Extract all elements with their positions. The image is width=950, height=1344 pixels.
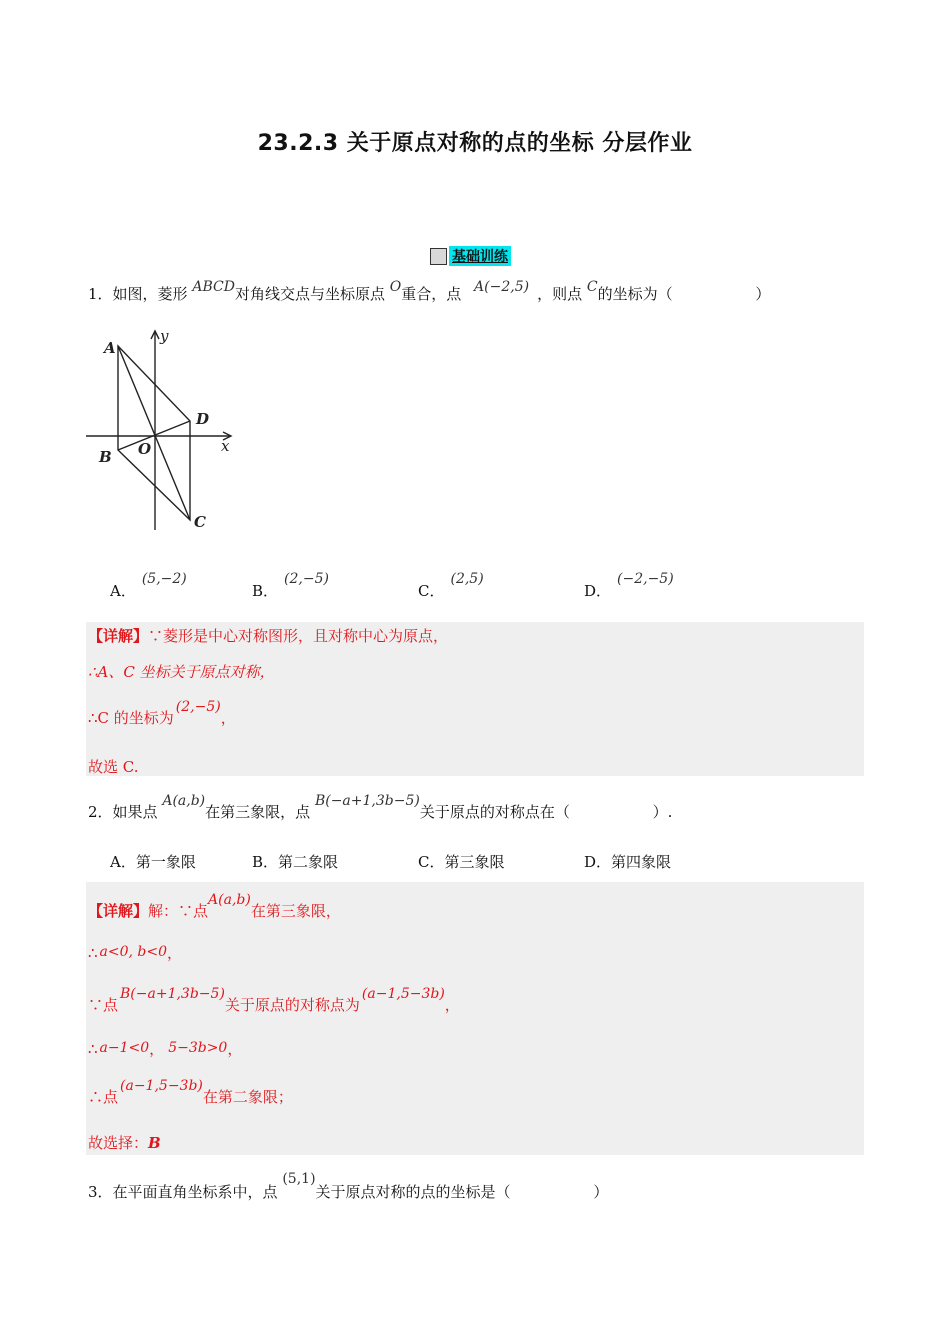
math-expr: A(−2,5) — [474, 279, 530, 295]
math-expr: (2,−5) — [175, 699, 221, 715]
answer-text: ∵菱形是中心对称图形，且对称中心为原点， — [148, 627, 449, 645]
q1-answer-line-4 — [88, 756, 138, 777]
question-text: 对角线交点与坐标原点 — [234, 285, 385, 303]
math-expr: 5−3b>0 — [168, 1040, 228, 1056]
option-value: 第四象限 — [611, 853, 672, 871]
answer-text: 故选择： — [88, 1134, 149, 1152]
q2-option-c[interactable] — [418, 851, 505, 872]
answer-text: 在第二象限； — [202, 1088, 293, 1106]
option-value: (5,−2) — [141, 571, 187, 587]
math-expr: C — [586, 279, 598, 295]
q2-option-a[interactable] — [110, 851, 196, 872]
option-value: (2,5) — [450, 571, 484, 587]
q2-answer-line-5 — [88, 1078, 293, 1107]
answer-text: B — [148, 1134, 161, 1152]
option-label: A． — [110, 582, 136, 600]
question-number: 1． — [88, 285, 113, 303]
answer-text: ∴C 的坐标为 — [88, 709, 174, 727]
answer-text: ∴点 — [88, 1088, 119, 1106]
option-label: C． — [418, 582, 445, 600]
math-expr: (a−1,5−3b) — [120, 1078, 203, 1094]
label-b: B — [99, 448, 112, 466]
q1-option-c[interactable] — [418, 571, 484, 601]
label-c: C — [194, 513, 206, 531]
question-text: ） — [755, 285, 771, 303]
math-expr: B(−a+1,3b−5) — [120, 986, 225, 1002]
math-expr: O — [389, 279, 402, 295]
math-expr: A(a,b) — [162, 793, 206, 809]
option-value: (2,−5) — [284, 571, 329, 587]
label-x: x — [221, 437, 230, 455]
question-text: 重合，点 — [401, 285, 462, 303]
option-value: 第三象限 — [444, 853, 505, 871]
rhombus-figure — [84, 326, 244, 536]
option-label: D． — [584, 582, 612, 600]
option-label: B． — [252, 582, 279, 600]
q1-option-d[interactable] — [584, 571, 674, 601]
q1-answer-line-1 — [88, 625, 448, 646]
label-a: A — [104, 339, 116, 357]
section-label: 基础训练 — [449, 246, 511, 266]
question-text: 在第三象限，点 — [205, 803, 311, 821]
answer-text: ， — [220, 709, 236, 727]
question-text: ，则点 — [537, 285, 583, 303]
math-expr: a<0, b<0 — [99, 944, 168, 960]
answer-text: ∴ — [88, 944, 98, 962]
option-label: C． — [418, 853, 445, 871]
answer-text: ∵点 — [88, 996, 119, 1014]
answer-text: 关于原点的对称点为 — [224, 996, 360, 1014]
math-expr: ABCD — [192, 279, 235, 295]
answer-tag: 【详解】 — [88, 627, 149, 645]
q2-answer-line-6 — [88, 1132, 161, 1153]
answer-text: ， — [167, 944, 183, 962]
q2-answer-line-4 — [88, 1038, 242, 1059]
q2-answer-line-1 — [88, 892, 341, 921]
question-number: 3． — [88, 1183, 113, 1201]
page-title: 23.2.3 关于原点对称的点的坐标 分层作业 — [257, 131, 693, 156]
question-text: 的坐标为（ — [597, 285, 673, 303]
option-value: 第二象限 — [278, 853, 339, 871]
math-expr: a−1<0 — [99, 1040, 150, 1056]
answer-text: ， — [227, 1040, 243, 1058]
answer-text: 解：∵点 — [148, 902, 209, 920]
option-label: D． — [584, 853, 612, 871]
option-label: B． — [252, 853, 279, 871]
math-expr: B(−a+1,3b−5) — [314, 793, 420, 809]
question-3 — [88, 1171, 609, 1203]
answer-text: ， — [149, 1040, 165, 1058]
question-1 — [88, 279, 771, 305]
q2-answer-line-3 — [88, 986, 460, 1015]
question-text: 如图，菱形 — [112, 285, 188, 303]
math-expr: (a−1,5−3b) — [361, 986, 445, 1002]
q1-option-a[interactable] — [110, 571, 187, 601]
question-text: 关于原点对称的点的坐标是（ — [315, 1183, 511, 1201]
diagonal-ac — [118, 346, 190, 520]
q2-answer-line-2 — [88, 942, 182, 963]
answer-text: 故选 C. — [88, 758, 139, 776]
q2-option-b[interactable] — [252, 851, 338, 872]
option-value: 第一象限 — [135, 853, 196, 871]
label-o: O — [138, 440, 152, 458]
label-y: y — [160, 327, 169, 345]
q2-option-d[interactable] — [584, 851, 671, 872]
option-label: A． — [110, 853, 136, 871]
question-text: 在平面直角坐标系中，点 — [112, 1183, 278, 1201]
q1-answer-line-2 — [88, 661, 275, 682]
answer-text: ， — [444, 996, 460, 1014]
option-value: (−2,−5) — [617, 571, 674, 587]
question-text: ） — [593, 1183, 609, 1201]
answer-text: ∴ — [88, 1040, 98, 1058]
question-2 — [88, 793, 673, 823]
section-badge — [430, 246, 511, 266]
question-text: 关于原点的对称点在（ — [419, 803, 570, 821]
q1-answer-line-3 — [88, 699, 236, 728]
answer-tag: 【详解】 — [88, 902, 149, 920]
question-text: ）. — [652, 803, 673, 821]
question-number: 2． — [88, 803, 113, 821]
math-expr: (5,1) — [282, 1171, 316, 1187]
math-expr: A(a,b) — [208, 892, 251, 908]
q1-option-b[interactable] — [252, 571, 329, 601]
question-text: 如果点 — [112, 803, 158, 821]
q2-answer-box — [86, 882, 864, 1155]
checkbox-icon — [430, 248, 447, 265]
answer-text: 在第三象限， — [250, 902, 341, 920]
answer-text: ∴A、C 坐标关于原点对称， — [88, 663, 275, 681]
label-d: D — [196, 410, 210, 428]
